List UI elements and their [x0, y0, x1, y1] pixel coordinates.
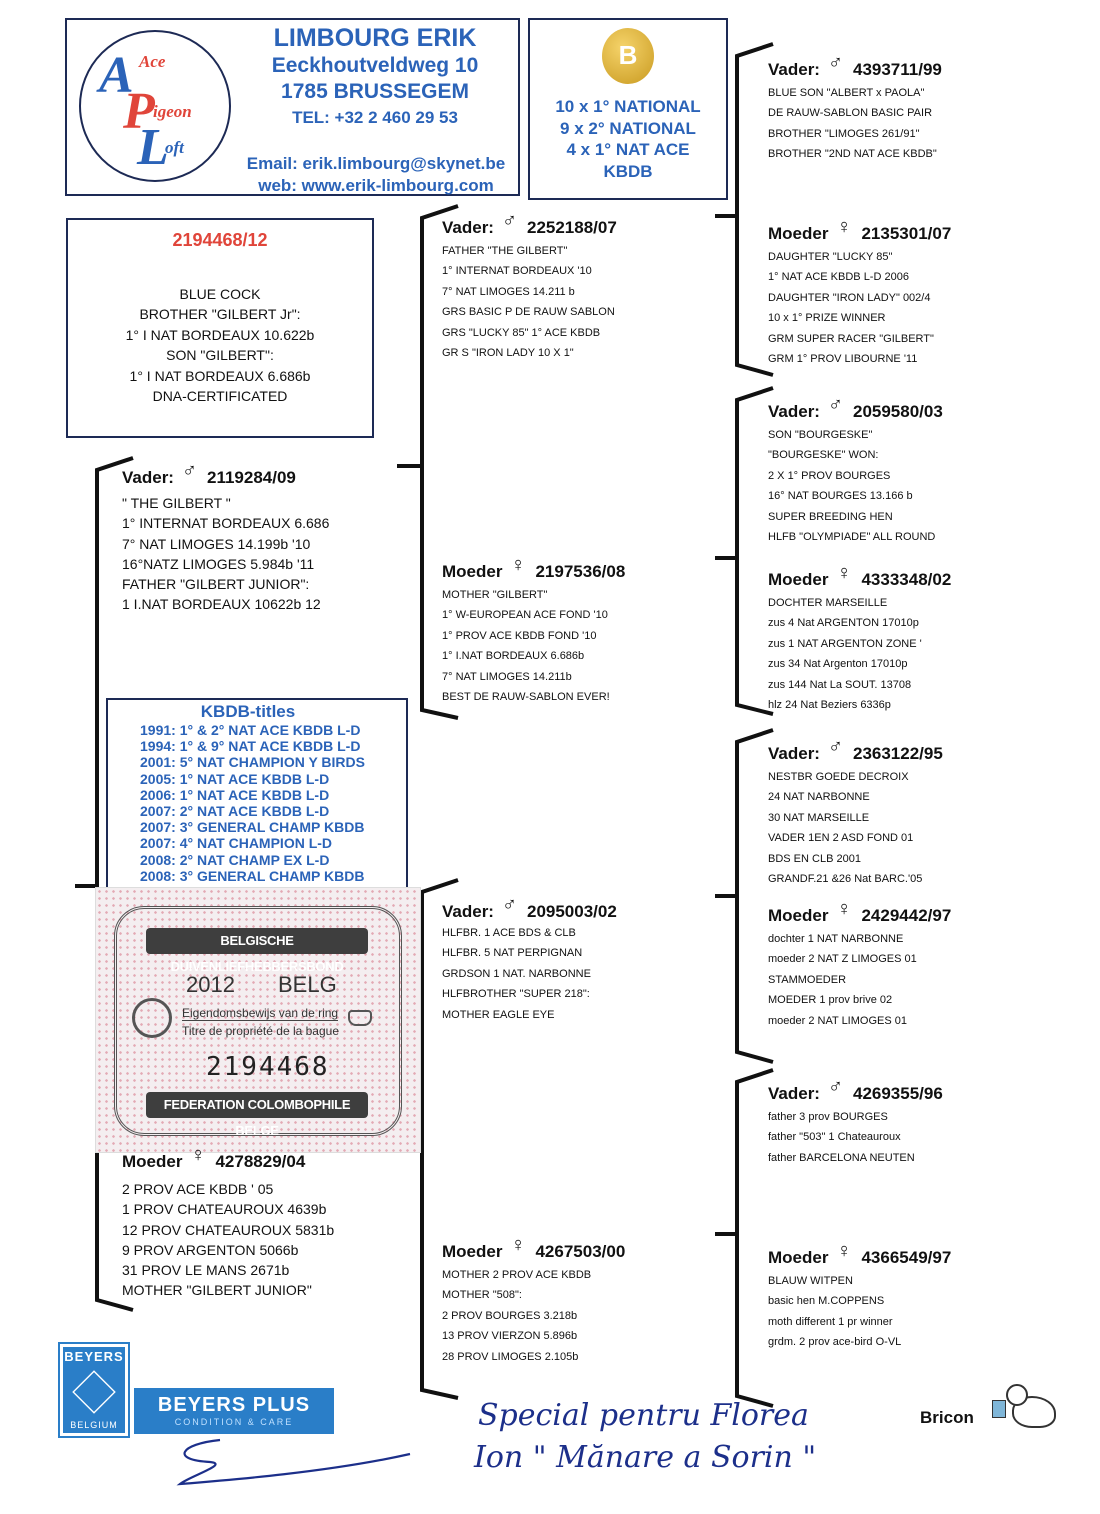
kbdb-title-item: 2005: 1° NAT ACE KBDB L-D: [140, 770, 330, 787]
ring-number: 2135301/07: [861, 224, 952, 243]
pedigree-line: 30 NAT MARSEILLE: [768, 811, 870, 824]
beyers-plus-sub: CONDITION & CARE: [174, 1417, 294, 1427]
relation-label: Moeder: [442, 1242, 503, 1261]
pedigree-line: 16° NAT BOURGES 13.166 b: [768, 490, 913, 503]
pedigree-line: 13 PROV VIERZON 5.896b: [442, 1330, 578, 1343]
pedigree-line: BDS EN CLB 2001: [768, 852, 861, 865]
ring-number: 4269355/96: [852, 1084, 943, 1103]
relation-label: Vader:: [768, 1084, 820, 1103]
subject-line: DNA-CERTIFICATED: [152, 388, 288, 405]
pedigree-line: grdm. 2 prov ace-bird O-VL: [768, 1336, 902, 1349]
relation-label: Moeder: [122, 1152, 183, 1171]
ring-number: 4333348/02: [861, 570, 952, 589]
kbdb-title-item: 2001: 5° NAT CHAMPION Y BIRDS: [140, 754, 365, 771]
pedigree-line: BLAUW WITPEN: [768, 1275, 853, 1287]
male-icon: ♂: [501, 210, 517, 232]
relation-label: Moeder: [768, 1248, 829, 1267]
dedication-line1: Special pentru Florea: [478, 1398, 809, 1433]
subject-line: 1° I NAT BORDEAUX 10.622b: [125, 326, 315, 343]
pedigree-line: MOTHER 2 PROV ACE KBDB: [442, 1269, 592, 1281]
ring-number: 4393711/99: [852, 60, 942, 79]
female-icon: ♀: [510, 554, 526, 576]
great-grandparent-entry: [768, 52, 942, 165]
breeder-street: Eeckhoutveldweg 10: [271, 54, 479, 77]
dam-line: 31 PROV LE MANS 2671b: [122, 1262, 290, 1279]
ring-icon: [132, 998, 172, 1038]
kbdb-badge-icon: B: [602, 28, 654, 84]
kbdb-title-item: 2007: 3° GENERAL CHAMP KBDB: [140, 819, 365, 836]
female-icon: ♀: [836, 898, 852, 920]
dedication-line2: Ion " Mănare a Sorin ": [474, 1440, 817, 1475]
male-icon: ♂: [827, 1076, 843, 1098]
achievement-line: 10 x 1° NATIONAL: [555, 97, 701, 116]
pedigree-line: GR S "IRON LADY 10 X 1": [442, 347, 574, 360]
subject-line: SON "GILBERT":: [166, 347, 274, 364]
relation-label: Moeder: [768, 224, 829, 243]
breeder-logo: A Ace P igeon L oft: [79, 30, 231, 182]
pedigree-line: 2 PROV BOURGES 3.218b: [442, 1309, 578, 1322]
kbdb-titles-box: [106, 698, 408, 894]
relation-label: Vader:: [442, 218, 494, 237]
pedigree-line: moeder 2 NAT Z LIMOGES 01: [768, 953, 917, 966]
pedigree-line: GRS BASIC P DE RAUW SABLON: [442, 306, 615, 319]
kbdb-title-item: 1994: 1° & 9° NAT ACE KBDB L-D: [140, 738, 361, 755]
breeder-web[interactable]: web: www.erik-limbourg.com: [258, 176, 494, 195]
female-icon: ♀: [836, 1240, 852, 1262]
pedigree-line: father BARCELONA NEUTEN: [768, 1151, 915, 1164]
achievement-line: 4 x 1° NAT ACE: [566, 140, 690, 159]
pedigree-line: "BOURGESKE" WON:: [768, 449, 879, 462]
pedigree-line: GRM SUPER RACER "GILBERT": [768, 332, 934, 345]
pedigree-line: MOTHER "508":: [442, 1289, 522, 1302]
dam-line: 2 PROV ACE KBDB ' 05: [122, 1181, 274, 1197]
pedigree-line: DAUGHTER "LUCKY 85": [768, 251, 893, 263]
sire-entry: [122, 460, 330, 615]
relation-label: Vader:: [442, 902, 494, 921]
pedigree-line: 7° NAT LIMOGES 14.211b: [442, 670, 572, 683]
achievement-line: 9 x 2° NATIONAL: [560, 118, 696, 138]
kbdb-title-item: 1991: 1° & 2° NAT ACE KBDB L-D: [140, 722, 361, 738]
kbdb-title-item: 2007: 2° NAT ACE KBDB L-D: [140, 803, 330, 820]
kbdb-title-item: 2006: 1° NAT ACE KBDB L-D: [140, 786, 330, 803]
pedigree-line: 2 X 1° PROV BOURGES: [768, 469, 891, 482]
subject-line: BLUE COCK: [179, 286, 261, 302]
relation-label: Moeder: [768, 570, 829, 589]
pedigree-line: BLUE SON "ALBERT x PAOLA": [768, 87, 925, 99]
female-icon: ♀: [836, 562, 852, 584]
card-header: BELGISCHE DUIVENLIEFHEBBERSBOND: [146, 928, 368, 954]
male-icon: ♂: [501, 894, 517, 916]
pedigree-line: FATHER "THE GILBERT": [442, 245, 568, 257]
ring-number: 4267503/00: [535, 1242, 626, 1261]
bricon-label: Bricon: [920, 1408, 974, 1427]
pedigree-line: zus 34 Nat Argenton 17010p: [768, 658, 908, 671]
achievements-list: [530, 96, 726, 182]
kbdb-title-item: 2008: 2° NAT CHAMP EX L-D: [140, 851, 330, 868]
pedigree-line: 28 PROV LIMOGES 2.105b: [442, 1350, 579, 1363]
ring-number: 2197536/08: [535, 562, 626, 581]
pedigree-line: SON "BOURGESKE": [768, 429, 873, 441]
ring-number: 4278829/04: [215, 1152, 306, 1171]
female-icon: ♀: [510, 1234, 526, 1256]
sire-line: FATHER "GILBERT JUNIOR":: [122, 576, 310, 593]
kbdb-title-item: 2008: 3° GENERAL CHAMP KBDB: [140, 867, 365, 884]
ring-number: 4366549/97: [861, 1248, 952, 1267]
grandparent-entry: [442, 894, 617, 1025]
male-icon: ♂: [827, 52, 843, 74]
pedigree-line: moth different 1 pr winner: [768, 1315, 893, 1328]
sire-line: 1 I.NAT BORDEAUX 10622b 12: [122, 596, 321, 613]
ring-number: 2252188/07: [526, 218, 617, 237]
ring-number: 2095003/02: [526, 902, 617, 921]
dam-line: 9 PROV ARGENTON 5066b: [122, 1241, 299, 1258]
subject-line: BROTHER "GILBERT Jr":: [139, 306, 301, 323]
beyers-small-top: BEYERS: [64, 1349, 124, 1364]
beyers-small-bottom: BELGIUM: [70, 1420, 118, 1430]
great-grandparent-entry: [768, 898, 952, 1031]
relation-label: Moeder: [442, 562, 503, 581]
pedigree-line: 1° I.NAT BORDEAUX 6.686b: [442, 650, 585, 663]
subject-ring: 2194468/12: [172, 230, 268, 250]
beyers-small-logo: [60, 1344, 128, 1436]
breeder-city: 1785 BRUSSEGEM: [281, 80, 469, 103]
crown-icon: [348, 1010, 372, 1026]
breeder-email[interactable]: Email: erik.limbourg@skynet.be: [246, 154, 506, 173]
male-icon: ♂: [827, 736, 843, 758]
great-grandparent-entry: [768, 736, 943, 889]
pedigree-line: HLFBROTHER "SUPER 218":: [442, 988, 590, 1001]
pedigree-line: 1° NAT ACE KBDB L-D 2006: [768, 271, 909, 284]
pedigree-line: BROTHER "2ND NAT ACE KBDB": [768, 148, 937, 161]
pedigree-line: hlz 24 Nat Beziers 6336p: [768, 699, 891, 712]
ring-number: 2059580/03: [852, 402, 943, 421]
achievement-line: KBDB: [603, 161, 653, 181]
ring-certificate-card: [96, 888, 420, 1152]
kbdb-title-item: 2007: 4° NAT CHAMPION L-D: [140, 835, 333, 852]
great-grandparent-entry: [768, 1240, 952, 1353]
pedigree-line: basic hen M.COPPENS: [768, 1295, 885, 1308]
relation-label: Moeder: [768, 906, 829, 925]
pedigree-line: DE RAUW-SABLON BASIC PAIR: [768, 107, 933, 120]
pedigree-line: 7° NAT LIMOGES 14.211 b: [442, 285, 575, 298]
card-line1: Eigendomsbewijs van de ring: [182, 1006, 339, 1020]
pedigree-line: MOTHER "GILBERT": [442, 589, 548, 601]
relation-label: Vader:: [768, 402, 820, 421]
achievements-box: [528, 18, 728, 200]
great-grandparent-entry: [768, 216, 952, 369]
pedigree-line: VADER 1EN 2 ASD FOND 01: [768, 832, 914, 845]
subject-line: 1° I NAT BORDEAUX 6.686b: [129, 367, 311, 384]
dam-line: 1 PROV CHATEAUROUX 4639b: [122, 1201, 327, 1218]
sire-line: 1° INTERNAT BORDEAUX 6.686: [122, 515, 330, 532]
handwritten-signature: [150, 1432, 450, 1502]
beyers-plus-logo: [134, 1388, 334, 1434]
pedigree-line: moeder 2 NAT LIMOGES 01: [768, 1014, 907, 1027]
sire-line: 7° NAT LIMOGES 14.199b '10: [122, 535, 311, 552]
subject-details: [68, 284, 372, 406]
subject-box: [66, 218, 374, 438]
breeder-tel: TEL: +32 2 460 29 53: [292, 108, 458, 127]
pedigree-line: BEST DE RAUW-SABLON EVER!: [442, 691, 610, 704]
pedigree-line: 1° PROV ACE KBDB FOND '10: [442, 629, 597, 642]
relation-label: Vader:: [768, 744, 820, 763]
relation-label: Vader:: [122, 468, 174, 487]
pedigree-line: HLFBR. 5 NAT PERPIGNAN: [442, 947, 583, 960]
pedigree-line: GRM 1° PROV LIBOURNE '11: [768, 353, 918, 366]
pedigree-line: zus 4 Nat ARGENTON 17010p: [768, 617, 919, 630]
pedigree-line: GRS "LUCKY 85" 1° ACE KBDB: [442, 326, 601, 339]
card-country: BELG: [278, 972, 337, 997]
pigeon-mascot-icon: [990, 1380, 1060, 1430]
dam-entry: [122, 1144, 335, 1301]
card-year: 2012: [186, 972, 235, 997]
pedigree-line: GRANDF.21 &26 Nat BARC.'05: [768, 873, 923, 886]
pedigree-line: STAMMOEDER: [768, 973, 847, 986]
great-grandparent-entry: [768, 562, 952, 715]
pedigree-line: HLFB "OLYMPIADE" ALL ROUND: [768, 531, 936, 544]
pedigree-line: HLFBR. 1 ACE BDS & CLB: [442, 927, 576, 939]
pedigree-line: MOTHER EAGLE EYE: [442, 1008, 555, 1021]
female-icon: ♀: [190, 1144, 206, 1166]
pedigree-line: SUPER BREEDING HEN: [768, 510, 893, 523]
breeder-header: [65, 18, 520, 196]
pedigree-line: 10 x 1° PRIZE WINNER: [768, 312, 886, 325]
pedigree-line: DAUGHTER "IRON LADY" 002/4: [768, 291, 931, 304]
pedigree-line: DOCHTER MARSEILLE: [768, 597, 888, 609]
dam-line: 12 PROV CHATEAUROUX 5831b: [122, 1221, 335, 1238]
sire-line: 16°NATZ LIMOGES 5.984b '11: [122, 555, 315, 572]
card-footer: FEDERATION COLOMBOPHILE BELGE: [146, 1092, 368, 1118]
grandparent-entry: [442, 554, 626, 707]
great-grandparent-entry: [768, 394, 943, 547]
ring-number: 2429442/97: [861, 906, 952, 925]
relation-label: Vader:: [768, 60, 820, 79]
male-icon: ♂: [181, 460, 197, 482]
pedigree-line: father "503" 1 Chateauroux: [768, 1131, 901, 1144]
female-icon: ♀: [836, 216, 852, 238]
pedigree-line: MOEDER 1 prov brive 02: [768, 994, 893, 1007]
pedigree-line: father 3 prov BOURGES: [768, 1111, 888, 1123]
male-icon: ♂: [827, 394, 843, 416]
ring-number: 2119284/09: [206, 468, 296, 487]
pedigree-line: zus 1 NAT ARGENTON ZONE ': [768, 637, 922, 650]
pedigree-line: zus 144 Nat La SOUT. 13708: [768, 678, 912, 691]
pedigree-line: dochter 1 NAT NARBONNE: [768, 933, 904, 945]
beyers-plus-text: BEYERS PLUS: [157, 1394, 311, 1416]
dam-line: MOTHER "GILBERT JUNIOR": [122, 1282, 312, 1299]
pigeon-icon: [72, 1370, 116, 1414]
card-line2: Titre de propriété de la bague: [182, 1024, 339, 1038]
pedigree-line: 24 NAT NARBONNE: [768, 791, 870, 804]
pedigree-line: 1° W-EUROPEAN ACE FOND '10: [442, 609, 608, 622]
ring-number: 2363122/95: [852, 744, 943, 763]
great-grandparent-entry: [768, 1076, 943, 1168]
pedigree-line: BROTHER "LIMOGES 261/91": [768, 127, 920, 140]
pedigree-line: GRDSON 1 NAT. NARBONNE: [442, 967, 591, 980]
kbdb-titles-list: [140, 722, 365, 894]
grandparent-entry: [442, 1234, 626, 1367]
pedigree-line: 1° INTERNAT BORDEAUX '10: [442, 265, 592, 278]
grandparent-entry: [442, 210, 617, 363]
sire-line: " THE GILBERT ": [122, 495, 231, 511]
kbdb-titles-heading: KBDB-titles: [200, 702, 296, 721]
card-ring-number: 2194468: [206, 1052, 330, 1082]
breeder-name: LIMBOURG ERIK: [273, 24, 477, 52]
pedigree-line: NESTBR GOEDE DECROIX: [768, 771, 909, 783]
